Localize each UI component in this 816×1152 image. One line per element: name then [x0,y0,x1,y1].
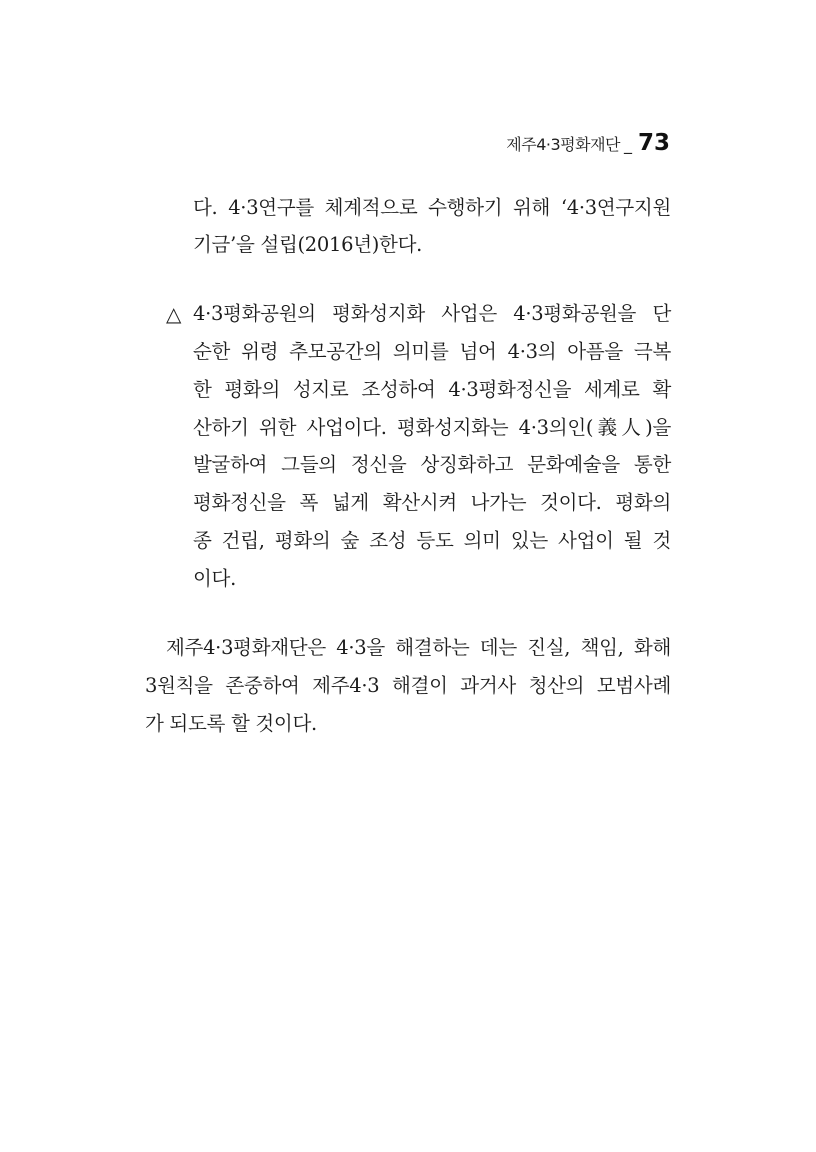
bullet-line-8: 이다. [193,567,236,590]
paragraph-1-line-1: 다. 4·3연구를 체계적으로 수행하기 위해 ‘4·3연구지원 [193,196,671,219]
paragraph-2-line-1: 제주4·3평화재단은 4·3을 해결하는 데는 진실, 책임, 화해 [166,636,671,659]
bullet-line-2: 순한 위령 추모공간의 의미를 넘어 4·3의 아픔을 극복 [193,340,671,363]
header-separator: _ [623,135,632,154]
bullet-line-1: 4·3평화공원의 평화성지화 사업은 4·3평화공원을 단 [193,302,671,325]
paragraph-1-line-2: 기금’을 설립(2016년)한다. [193,233,423,256]
bullet-line-6: 평화정신을 폭 넓게 확산시켜 나가는 것이다. 평화의 [193,491,671,514]
header-title: 제주4·3평화재단 [506,135,620,154]
bullet-line-7: 종 건립, 평화의 숲 조성 등도 의미 있는 사업이 될 것 [193,529,671,552]
bullet-line-3: 한 평화의 성지로 조성하여 4·3평화정신을 세계로 확 [193,378,671,401]
bullet-line-5: 발굴하여 그들의 정신을 상징화하고 문화예술을 통한 [193,453,671,476]
bullet-line-4: 산하기 위한 사업이다. 평화성지화는 4·3의인(義人)을 [193,416,671,439]
page-number: 73 [637,130,670,156]
running-header [506,130,670,156]
triangle-bullet-icon: △ [166,302,182,326]
paragraph-2-line-3: 가 되도록 할 것이다. [145,712,317,735]
paragraph-2-line-2: 3원칙을 존중하여 제주4·3 해결이 과거사 청산의 모범사례 [145,674,671,697]
